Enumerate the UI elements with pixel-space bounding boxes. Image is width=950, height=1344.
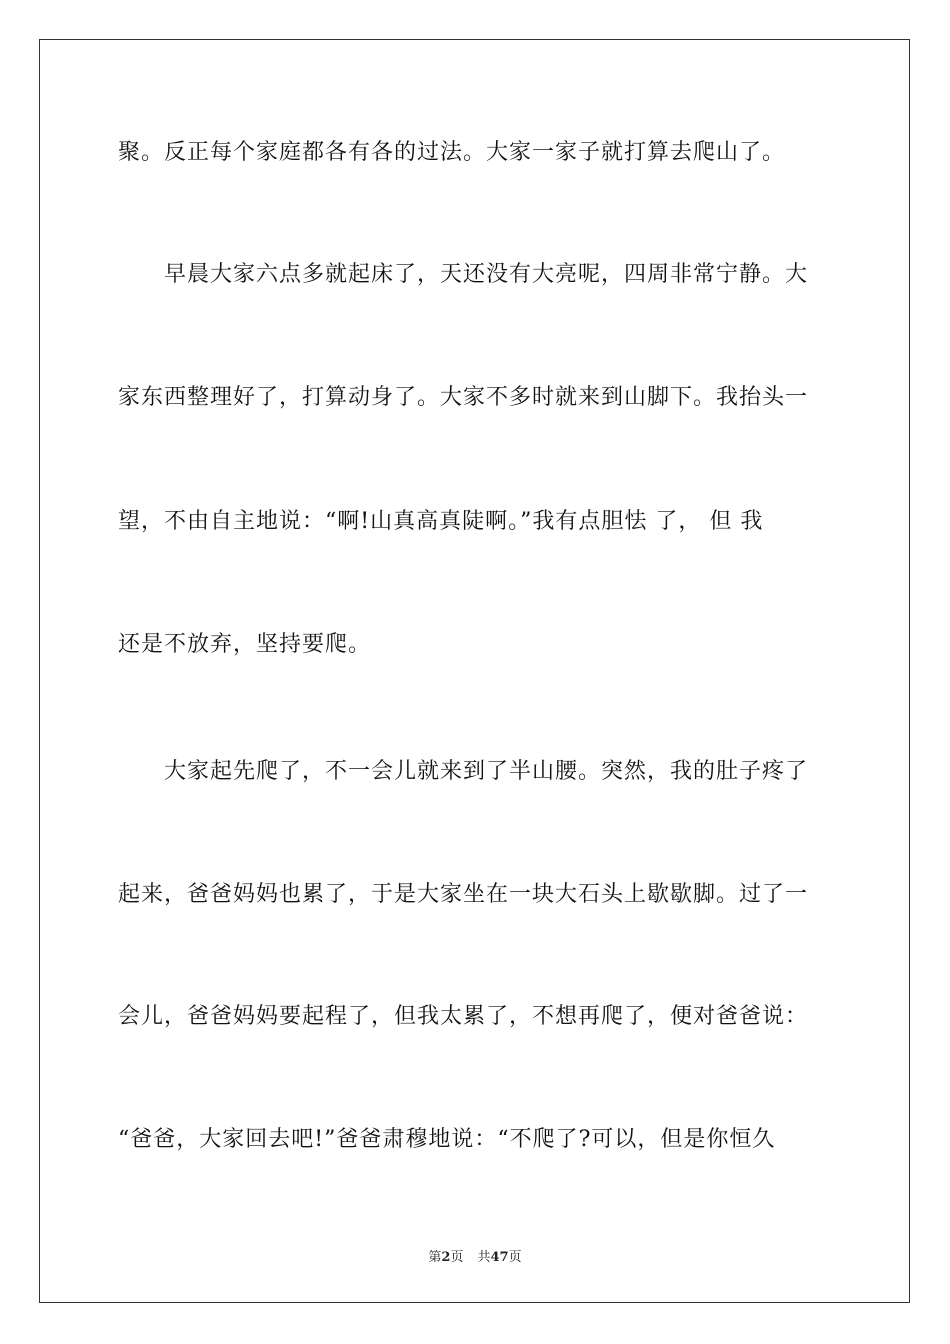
text-line-3: 家东西整理好了，打算动身了。大家不多时就来到山脚下。我抬头一 (118, 385, 809, 410)
total-pages: 47 (490, 1250, 509, 1265)
page-footer (0, 1246, 950, 1265)
text-line-9: “爸爸，大家回去吧!”爸爸肃穆地说：“不爬了?可以，但是你恒久 (118, 1127, 776, 1152)
text-line-6: 大家起先爬了，不一会儿就来到了半山腰。突然，我的肚子疼了 (164, 759, 809, 784)
page-suffix: 页 (450, 1250, 464, 1265)
page-number: 2 (441, 1250, 451, 1265)
total-suffix: 页 (508, 1250, 522, 1265)
page-border (39, 39, 910, 1303)
total-prefix: 共 (477, 1250, 491, 1265)
text-line-7: 起来，爸爸妈妈也累了，于是大家坐在一块大石头上歇歇脚。过了一 (118, 882, 809, 907)
text-line-2: 早晨大家六点多就起床了，天还没有大亮呢，四周非常宁静。大 (164, 262, 809, 287)
text-line-5: 还是不放弃，坚持要爬。 (118, 632, 372, 657)
text-line-4: 望，不由自主地说：“啊!山真高真陡啊。”我有点胆怯 了， 但 我 (118, 509, 764, 534)
text-line-8: 会儿，爸爸妈妈要起程了，但我太累了，不想再爬了，便对爸爸说： (118, 1004, 809, 1029)
text-line-1: 聚。反正每个家庭都各有各的过法。大家一家子就打算去爬山了。 (118, 140, 786, 165)
page-prefix: 第 (428, 1250, 442, 1265)
